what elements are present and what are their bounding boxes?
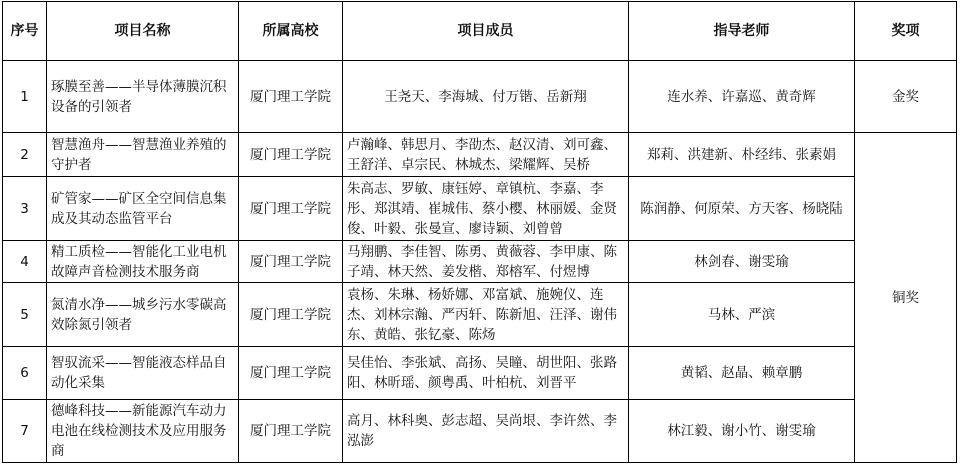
header-row [3, 2, 957, 61]
school-name: 厦门理工学院 [239, 61, 343, 133]
project-name: 德峰科技——新能源汽车动力电池在线检测技术及应用服务商 [47, 400, 239, 463]
row-index: 6 [3, 347, 47, 400]
project-members: 马翔鹏、李佳智、陈勇、黄薇蓉、李甲康、陈子靖、林天然、姜发楷、郑榕军、付煜博 [343, 241, 629, 283]
project-members: 袁杨、朱琳、杨娇娜、邓富斌、施婉仪、连杰、刘林宗瀚、严丙轩、陈新旭、汪泽、谢伟东、黄皓、张钇豪、陈炀 [343, 283, 629, 347]
advisors: 林江毅、谢小竹、谢雯瑜 [629, 400, 855, 463]
advisors: 马林、严滨 [629, 283, 855, 347]
project-members: 吴佳怡、李张斌、高扬、吴瞳、胡世阳、张路阳、林昕瑶、颜粤禹、叶柏杭、刘晋平 [343, 347, 629, 400]
school-name: 厦门理工学院 [239, 283, 343, 347]
advisors: 连水养、许嘉巡、黄奇辉 [629, 61, 855, 133]
award-table [2, 1, 957, 463]
row-index: 1 [3, 61, 47, 133]
award-bronze: 铜奖 [855, 133, 957, 463]
project-name: 智驭流采——智能液态样品自动化采集 [47, 347, 239, 400]
row-index: 3 [3, 177, 47, 241]
advisors: 陈润静、何原荣、方天客、杨晓陆 [629, 177, 855, 241]
project-name: 智慧渔舟——智慧渔业养殖的守护者 [47, 133, 239, 177]
advisors: 林剑春、谢雯瑜 [629, 241, 855, 283]
header-school: 所属高校 [239, 2, 343, 61]
table-row [3, 347, 957, 400]
project-members: 王尧天、李海城、付万锴、岳新翔 [343, 61, 629, 133]
table-row [3, 133, 957, 177]
award-gold: 金奖 [855, 61, 957, 133]
school-name: 厦门理工学院 [239, 177, 343, 241]
school-name: 厦门理工学院 [239, 133, 343, 177]
project-members: 朱高志、罗敏、康钰婷、章镇杭、李嘉、李彤、郑淇靖、崔城伟、蔡小樱、林丽媛、金贤俊、叶毅、张曼宣、廖诗颖、刘曾曾 [343, 177, 629, 241]
header-project: 项目名称 [47, 2, 239, 61]
school-name: 厦门理工学院 [239, 400, 343, 463]
school-name: 厦门理工学院 [239, 241, 343, 283]
table-row [3, 283, 957, 347]
project-name: 琢膜至善——半导体薄膜沉积设备的引领者 [47, 61, 239, 133]
project-name: 精工质检——智能化工业电机故障声音检测技术服务商 [47, 241, 239, 283]
table-row [3, 61, 957, 133]
project-members: 高月、林科奥、彭志超、吴尚垠、李许然、李泓澎 [343, 400, 629, 463]
header-advisors: 指导老师 [629, 2, 855, 61]
project-name: 矿管家——矿区全空间信息集成及其动态监管平台 [47, 177, 239, 241]
school-name: 厦门理工学院 [239, 347, 343, 400]
row-index: 5 [3, 283, 47, 347]
advisors: 黄韬、赵晶、赖章鹏 [629, 347, 855, 400]
table-row [3, 400, 957, 463]
row-index: 4 [3, 241, 47, 283]
project-members: 卢瀚峰、韩思月、李劭杰、赵汉清、刘可鑫、王舒洋、卓宗民、林城杰、梁耀辉、吴桥 [343, 133, 629, 177]
table-row [3, 177, 957, 241]
row-index: 7 [3, 400, 47, 463]
project-name: 氮清水净——城乡污水零碳高效除氮引领者 [47, 283, 239, 347]
header-index: 序号 [3, 2, 47, 61]
table-row [3, 241, 957, 283]
advisors: 郑莉、洪建新、朴经纬、张素娟 [629, 133, 855, 177]
header-award: 奖项 [855, 2, 957, 61]
row-index: 2 [3, 133, 47, 177]
header-members: 项目成员 [343, 2, 629, 61]
